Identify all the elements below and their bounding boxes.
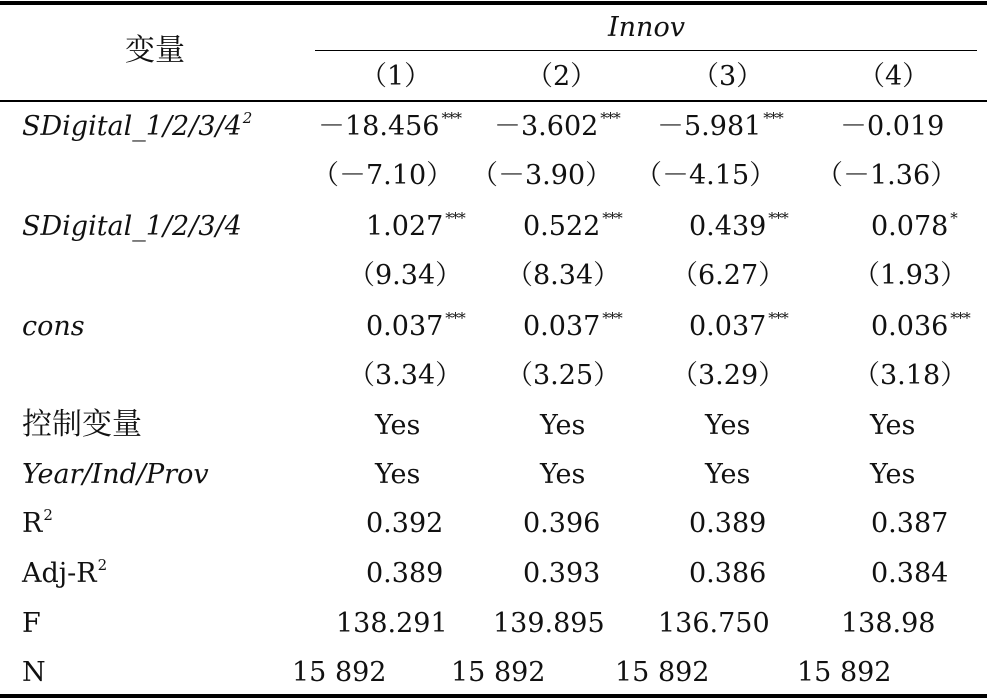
yes-cell: Yes [540,410,586,441]
significance-stars: *** [600,109,620,127]
stat-cell: 0.389 [366,558,444,589]
row-label-sdigital: SDigital_1/2/3/4 [22,211,242,242]
tstat-cell: （－3.90） [471,160,613,191]
coef-cell: 0.439 *** [689,209,788,242]
coef-cell: －3.602 *** [494,109,620,142]
row-label-sdigital-squared [22,109,253,142]
yes-cell: Yes [705,459,751,490]
yes-cell: Yes [540,459,586,490]
tstat-cell: （－4.15） [635,160,777,191]
row-label-text: SDigital_1/2/3/4 [22,111,242,142]
significance-stars: *** [441,109,461,127]
top-rule [0,1,987,5]
stat-cell: 0.387 [871,508,949,539]
coef-cell: 0.037 *** [366,309,465,342]
stat-cell: 0.389 [689,508,767,539]
header-rule [0,100,987,102]
stat-cell: 0.384 [871,558,949,589]
row-label-adj-r2: Adj-$R^2$ [22,556,108,589]
bottom-rule [0,694,987,698]
significance-stars: *** [445,209,465,227]
row-label-cons: cons [22,311,85,342]
row-label-f: F [22,608,41,639]
row-label-fixed-effects: Year/Ind/Prov [22,459,209,490]
tstat-cell: （3.29） [671,360,786,391]
coef-cell: －18.456 *** [318,109,461,142]
coef-cell: －5.981 *** [657,109,783,142]
superscript: 2 [242,109,253,127]
stat-cell: 15 892 [292,657,387,688]
stat-cell: 136.750 [658,608,770,639]
yes-cell: Yes [375,459,421,490]
stat-cell: 138.98 [841,608,936,639]
stat-cell: 138.291 [336,608,448,639]
column-header-4: （4） [858,61,930,92]
coef-cell: －0.019 [840,111,945,142]
significance-stars: *** [768,209,788,227]
variable-header: 变量 [125,33,185,68]
stat-cell: 0.396 [523,508,601,539]
row-label-controls: 控制变量 [22,407,142,442]
column-header-3: （3） [692,61,764,92]
tstat-cell: （8.34） [506,260,621,291]
coef-cell: 0.037 *** [523,309,622,342]
significance-stars: *** [768,309,788,327]
row-label-n: N [22,657,46,688]
stat-cell: 0.393 [523,558,601,589]
coef-cell: 0.078 * [871,209,957,242]
yes-cell: Yes [375,410,421,441]
tstat-cell: （3.34） [348,360,463,391]
column-span-rule [315,50,977,51]
significance-stars: *** [602,209,622,227]
yes-cell: Yes [870,410,916,441]
dependent-variable-header: Innov [608,12,685,43]
tstat-cell: （1.93） [853,260,968,291]
coef-cell: 1.027 *** [366,209,465,242]
stat-cell: 15 892 [451,657,546,688]
tstat-cell: （－1.36） [816,160,958,191]
tstat-cell: （3.25） [506,360,621,391]
stat-cell: 15 892 [797,657,892,688]
superscript: 2 [43,506,53,524]
yes-cell: Yes [705,410,751,441]
yes-cell: Yes [870,459,916,490]
stat-cell: 15 892 [615,657,710,688]
coef-cell: 0.522 *** [523,209,622,242]
column-header-1: （1） [360,61,432,92]
tstat-cell: （9.34） [348,260,463,291]
significance-stars: *** [763,109,783,127]
stat-cell: 139.895 [493,608,605,639]
column-header-2: （2） [526,61,598,92]
coef-cell: 0.036 *** [871,309,970,342]
stat-cell: 0.386 [689,558,767,589]
row-label-r2: $R^2$ [22,506,53,539]
coef-cell: 0.037 *** [689,309,788,342]
significance-stars: *** [950,309,970,327]
tstat-cell: （－7.10） [312,160,454,191]
significance-stars: *** [445,309,465,327]
significance-stars: * [950,209,957,227]
stat-cell: 0.392 [366,508,444,539]
tstat-cell: （3.18） [853,360,968,391]
significance-stars: *** [602,309,622,327]
superscript: 2 [97,556,108,574]
tstat-cell: （6.27） [671,260,786,291]
